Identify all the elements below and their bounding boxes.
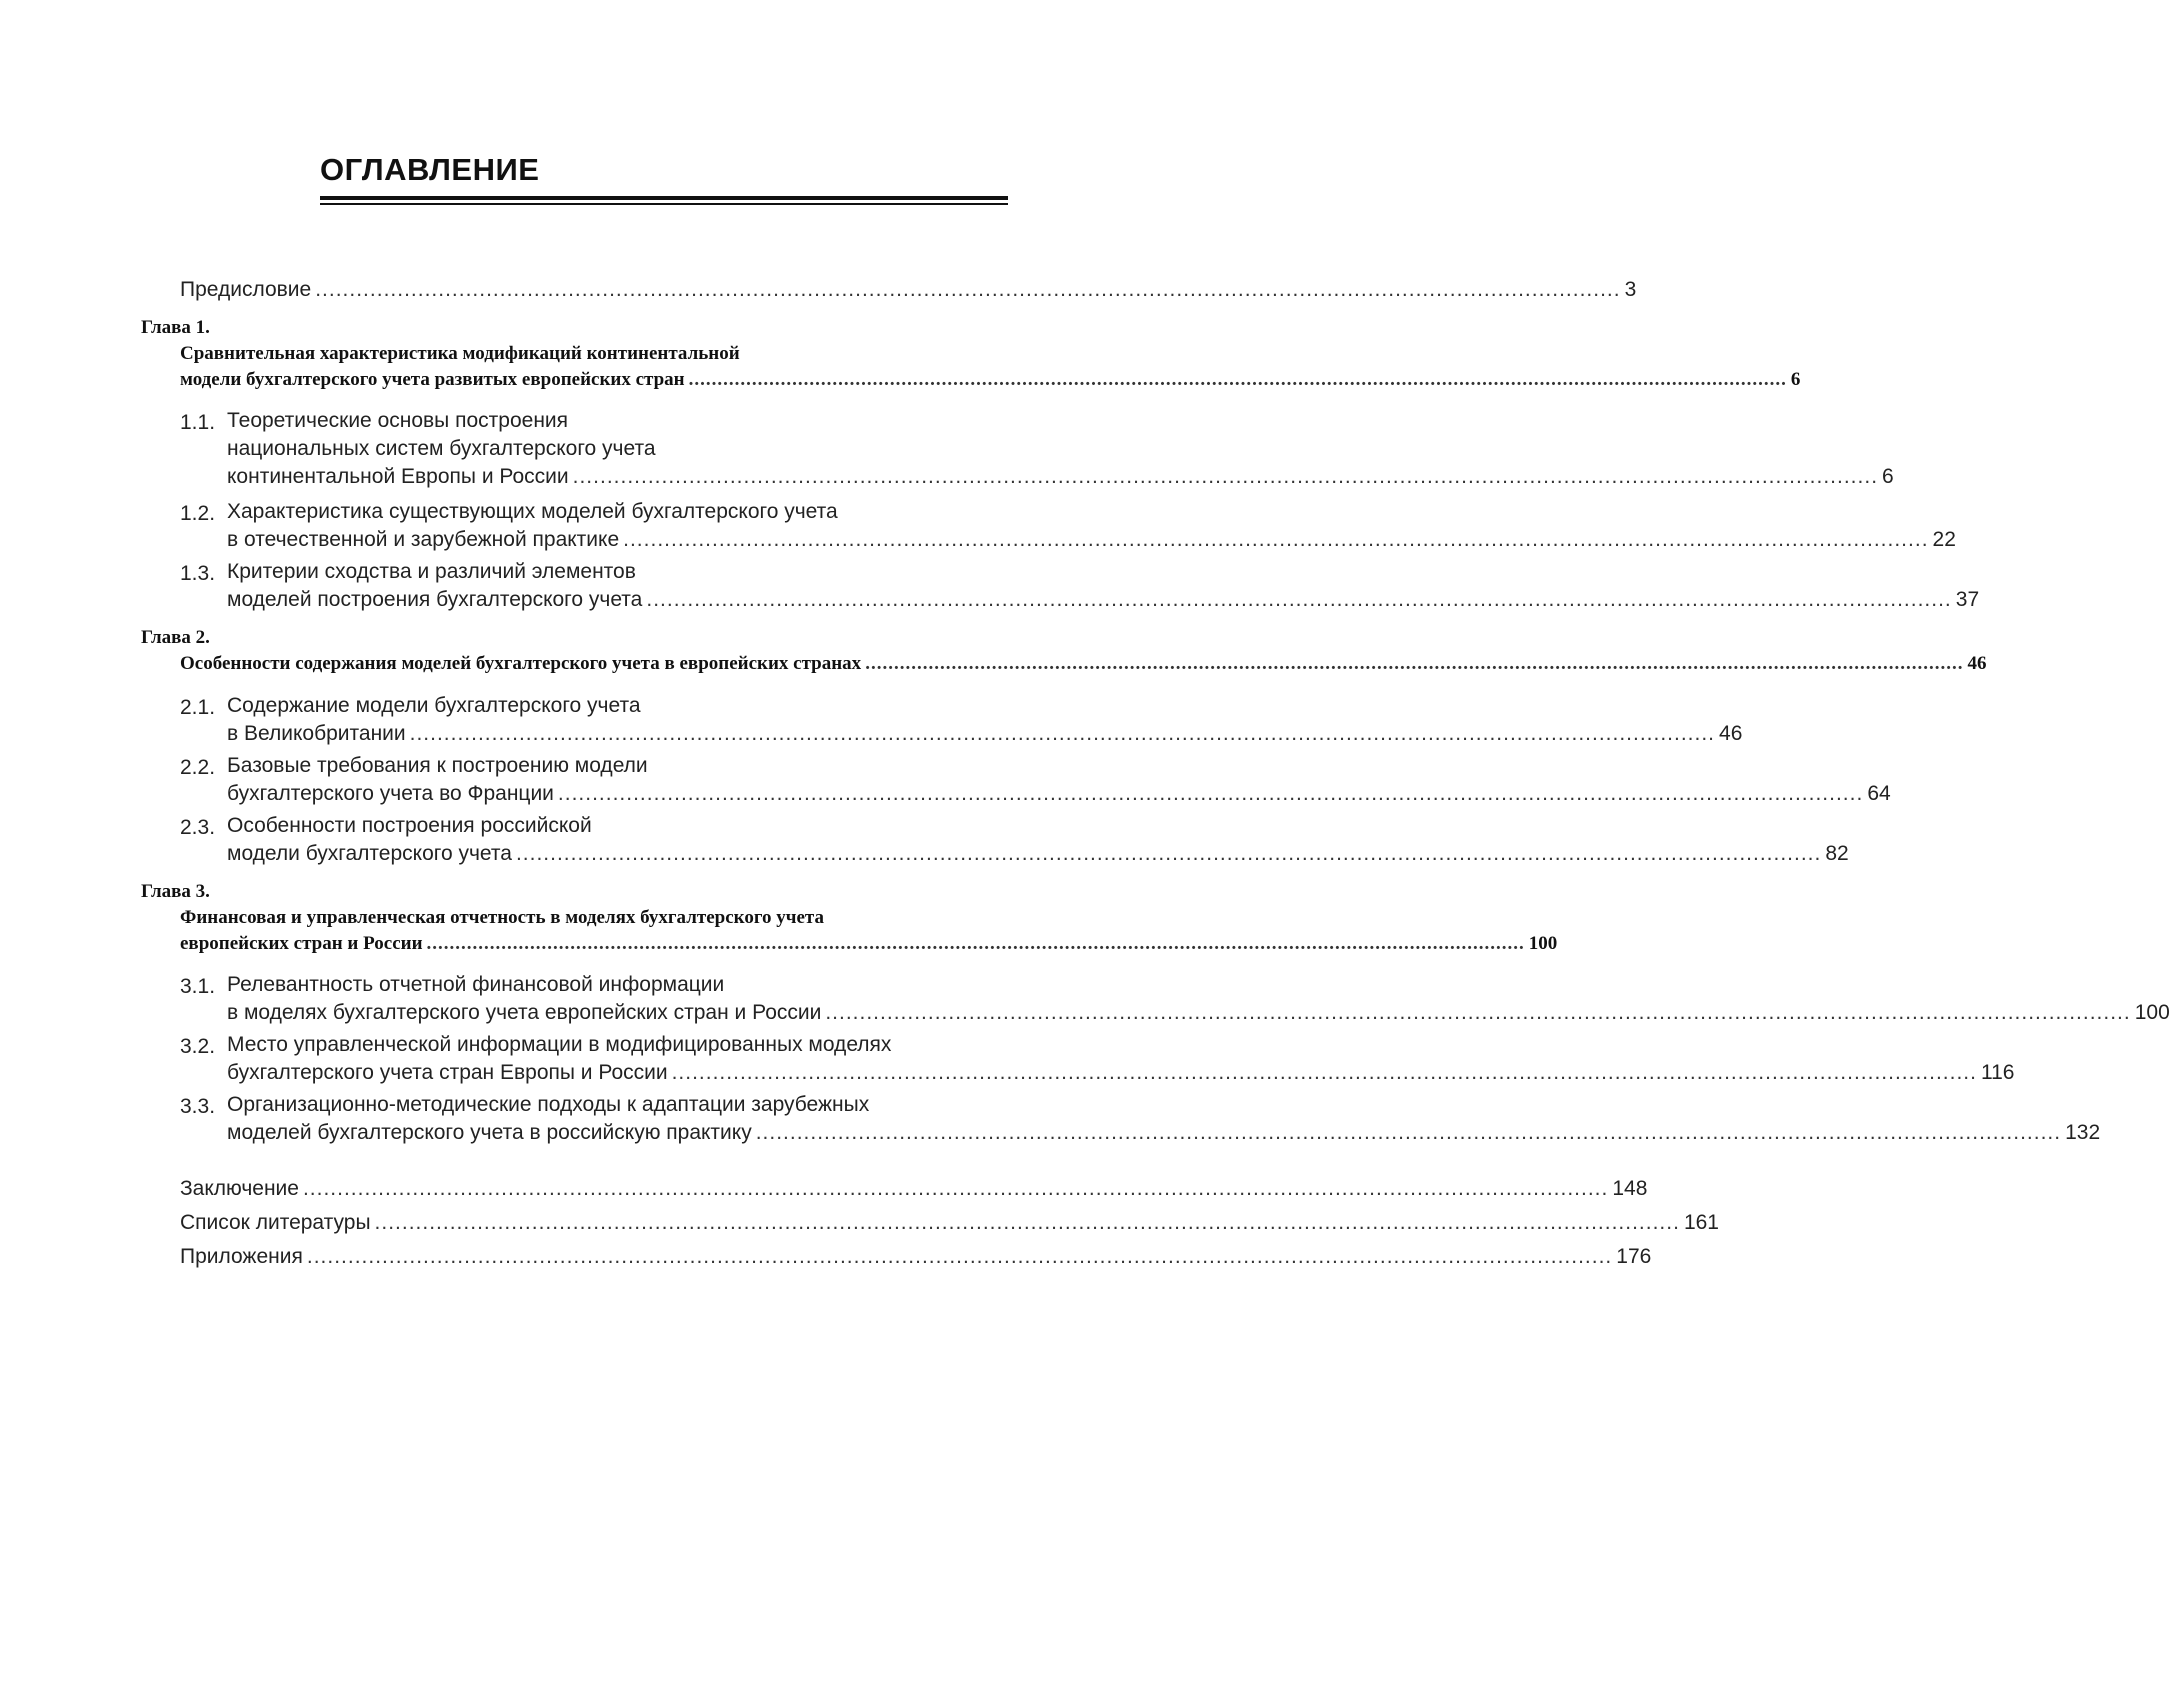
section-1-2-line1: Характеристика существующих моделей бухгалтерского учета bbox=[227, 500, 838, 523]
toc-entry-section-1-3[interactable] bbox=[227, 588, 1980, 616]
entry-title: моделей бухгалтерского учета в российскую практику bbox=[227, 1121, 752, 1144]
page-number: 6 bbox=[1790, 369, 1801, 390]
section-number: 3.1. bbox=[180, 975, 216, 998]
page-number: 22 bbox=[1932, 528, 1956, 551]
section-number: 3.2. bbox=[180, 1035, 216, 1058]
entry-title: Список литературы bbox=[180, 1211, 371, 1234]
leader-dots: ............................................................................................................................................................................................... bbox=[515, 842, 1822, 865]
toc-entry-chapter-1[interactable] bbox=[180, 369, 1801, 397]
chapter-1-title-line1: Сравнительная характеристика модификаций континентальной bbox=[180, 343, 740, 364]
toc-entry-conclusion[interactable] bbox=[180, 1177, 1648, 1205]
entry-title: европейских стран и России bbox=[180, 933, 423, 954]
entry-title: континентальной Европы и России bbox=[227, 465, 569, 488]
page-number: 37 bbox=[1955, 588, 1980, 611]
chapter-2-label: Глава 2. bbox=[141, 627, 210, 648]
page-number: 176 bbox=[1616, 1245, 1652, 1268]
leader-dots: ............................................................................................................................................................................................... bbox=[374, 1211, 1680, 1234]
toc-entry-section-3-2[interactable] bbox=[227, 1061, 2015, 1089]
toc-entry-section-2-3[interactable] bbox=[227, 842, 1849, 870]
leader-dots: ............................................................................................................................................................................................... bbox=[302, 1177, 1609, 1200]
section-1-1-line1: Теоретические основы построения bbox=[227, 409, 569, 432]
page-number: 46 bbox=[1719, 722, 1743, 745]
leader-dots: ............................................................................................................................................................................................... bbox=[825, 1001, 2131, 1024]
toc-entry-section-1-1[interactable] bbox=[227, 465, 1894, 493]
leader-dots: ............................................................................................................................................................................................... bbox=[646, 588, 1952, 611]
toc-entry-section-1-2[interactable] bbox=[227, 528, 1956, 556]
leader-dots: ............................................................................................................................................................................................... bbox=[572, 465, 1879, 488]
page-number: 82 bbox=[1825, 842, 1849, 865]
page-number: 132 bbox=[2065, 1121, 2101, 1144]
leader-dots: ............................................................................................................................................................................................... bbox=[557, 782, 1864, 805]
leader-dots: ............................................................................................................................................................................................... bbox=[426, 933, 1525, 954]
entry-title: Приложения bbox=[180, 1245, 303, 1268]
section-1-3-line1: Критерии сходства и различий элементов bbox=[227, 560, 636, 583]
leader-dots: ............................................................................................................................................................................................... bbox=[755, 1121, 2062, 1144]
page-number: 46 bbox=[1967, 653, 1987, 674]
entry-title: в Великобритании bbox=[227, 722, 406, 745]
leader-dots: ............................................................................................................................................................................................... bbox=[865, 653, 1964, 674]
section-2-1-line1: Содержание модели бухгалтерского учета bbox=[227, 694, 641, 717]
entry-title: бухгалтерского учета во Франции bbox=[227, 782, 554, 805]
toc-entry-section-2-2[interactable] bbox=[227, 782, 1891, 810]
page-number: 148 bbox=[1612, 1177, 1648, 1200]
toc-entry-chapter-2[interactable] bbox=[180, 653, 1987, 681]
entry-title: моделей построения бухгалтерского учета bbox=[227, 588, 643, 611]
page-number: 161 bbox=[1683, 1211, 1719, 1234]
page-number: 6 bbox=[1882, 465, 1894, 488]
section-2-2-line1: Базовые требования к построению модели bbox=[227, 754, 648, 777]
leader-dots: ............................................................................................................................................................................................... bbox=[688, 369, 1787, 390]
toc-entry-references[interactable] bbox=[180, 1211, 1719, 1239]
page-number: 100 bbox=[2134, 1001, 2170, 1024]
section-2-3-line1: Особенности построения российской bbox=[227, 814, 592, 837]
entry-title: в отечественной и зарубежной практике bbox=[227, 528, 620, 551]
chapter-1-label: Глава 1. bbox=[141, 317, 210, 338]
entry-title: бухгалтерского учета стран Европы и России bbox=[227, 1061, 668, 1084]
entry-title: в моделях бухгалтерского учета европейских стран и России bbox=[227, 1001, 822, 1024]
toc-entry-section-3-3[interactable] bbox=[227, 1121, 2101, 1149]
page-number: 100 bbox=[1528, 933, 1558, 954]
chapter-3-label: Глава 3. bbox=[141, 881, 210, 902]
toc-entry-preface[interactable] bbox=[180, 278, 1637, 306]
chapter-3-title-line1: Финансовая и управленческая отчетность в моделях бухгалтерского учета bbox=[180, 907, 824, 928]
section-number: 3.3. bbox=[180, 1095, 216, 1118]
entry-title: Заключение bbox=[180, 1177, 299, 1200]
toc-entry-section-2-1[interactable] bbox=[227, 722, 1743, 750]
section-3-1-line1: Релевантность отчетной финансовой информации bbox=[227, 973, 725, 996]
page-title: ОГЛАВЛЕНИЕ bbox=[320, 152, 540, 187]
section-3-3-line1: Организационно-методические подходы к адаптации зарубежных bbox=[227, 1093, 870, 1116]
entry-title: модели бухгалтерского учета развитых европейских стран bbox=[180, 369, 685, 390]
entry-title: Особенности содержания моделей бухгалтерского учета в европейских странах bbox=[180, 653, 862, 674]
toc-entry-section-3-1[interactable] bbox=[227, 1001, 2170, 1029]
section-number: 1.1. bbox=[180, 411, 216, 434]
section-3-2-line1: Место управленческой информации в модифицированных моделях bbox=[227, 1033, 892, 1056]
page-number: 64 bbox=[1867, 782, 1891, 805]
toc-entry-chapter-3[interactable] bbox=[180, 933, 1558, 961]
section-number: 2.1. bbox=[180, 696, 216, 719]
leader-dots: ............................................................................................................................................................................................... bbox=[409, 722, 1716, 745]
title-rule-thin bbox=[320, 203, 1008, 205]
toc-entry-appendices[interactable] bbox=[180, 1245, 1652, 1273]
section-1-1-line2: национальных систем бухгалтерского учета bbox=[227, 437, 656, 460]
leader-dots: ............................................................................................................................................................................................... bbox=[315, 278, 1621, 301]
section-number: 2.2. bbox=[180, 756, 216, 779]
page-number: 116 bbox=[1980, 1061, 2015, 1084]
entry-title: модели бухгалтерского учета bbox=[227, 842, 512, 865]
title-rule-thick bbox=[320, 196, 1008, 200]
page-number: 3 bbox=[1624, 278, 1637, 301]
leader-dots: ............................................................................................................................................................................................... bbox=[671, 1061, 1977, 1084]
section-number: 2.3. bbox=[180, 816, 216, 839]
section-number: 1.3. bbox=[180, 562, 216, 585]
section-number: 1.2. bbox=[180, 502, 216, 525]
leader-dots: ............................................................................................................................................................................................... bbox=[306, 1245, 1613, 1268]
entry-title: Предисловие bbox=[180, 278, 312, 301]
leader-dots: ............................................................................................................................................................................................... bbox=[623, 528, 1929, 551]
